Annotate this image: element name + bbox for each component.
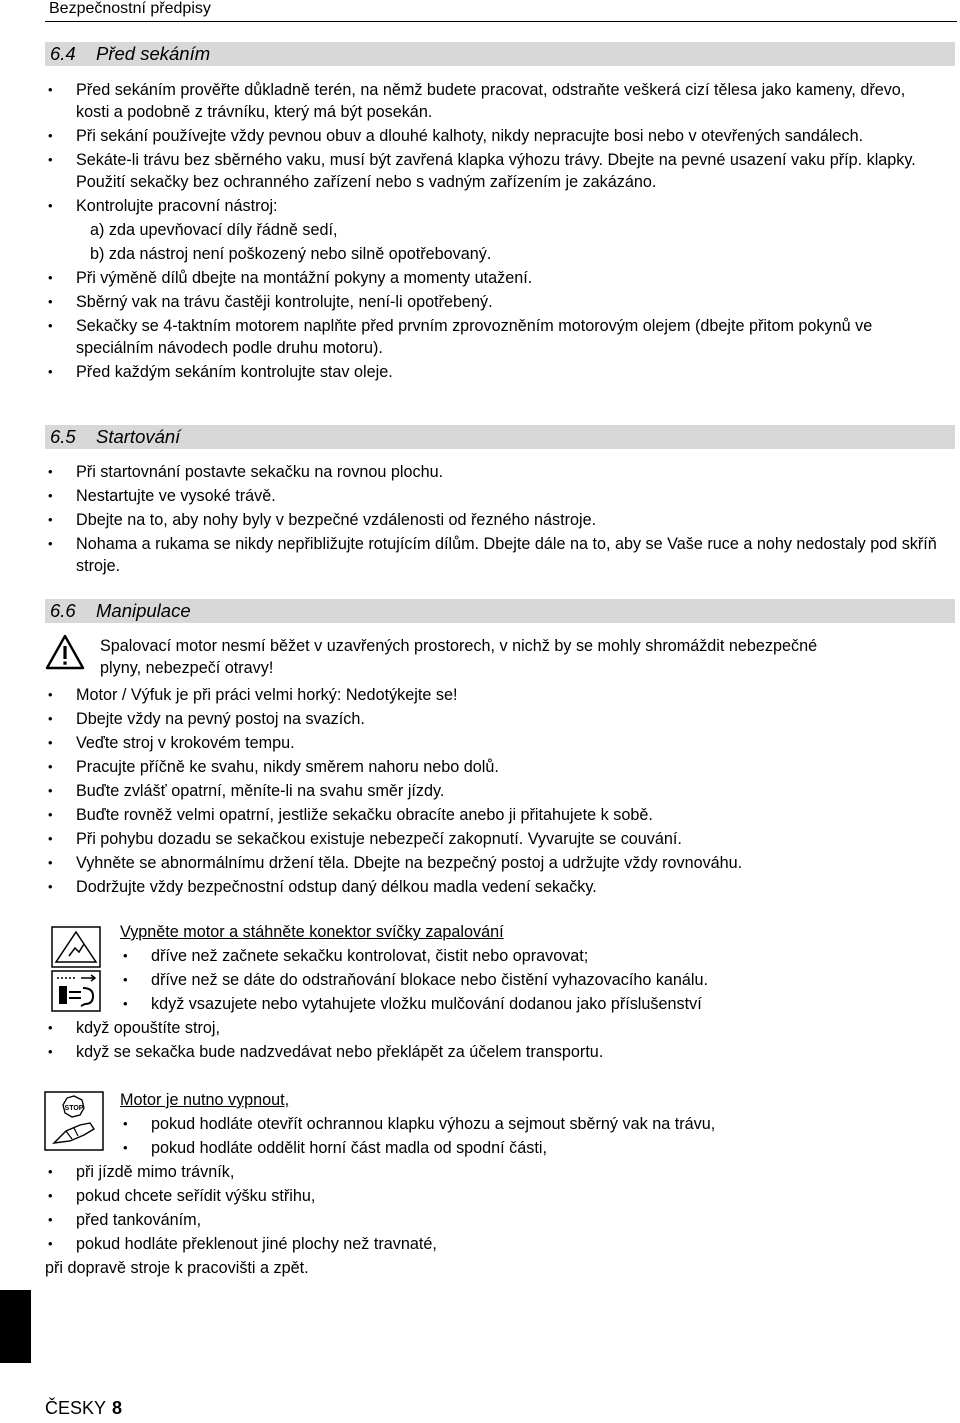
running-header: [45, 0, 957, 22]
stop-heading: Motor je nutno vypnout,: [120, 1091, 290, 1109]
list-item: • Pracujte příčně ke svahu, nikdy směrem nahoru nebo dolů.: [45, 756, 940, 778]
section-number: 6.4: [50, 43, 76, 64]
spark-plug-heading: Vypněte motor a stáhněte konektor svíčky zapalování: [120, 923, 504, 941]
list-item: • když vsazujete nebo vytahujete vložku mulčování dodanou jako příslušenství: [120, 993, 920, 1015]
stop-icon-text: STOP: [64, 1105, 84, 1112]
list-item: • Dbejte na to, aby nohy byly v bezpečné vzdálenosti od řezného nástroje.: [45, 509, 940, 531]
list-item: • pokud hodláte překlenout jiné plochy než travnaté,: [45, 1233, 940, 1255]
list-item: • když opouštíte stroj,: [45, 1017, 940, 1039]
stop-list: [120, 1113, 920, 1161]
section-title: Manipulace: [96, 600, 191, 621]
list-item: • Kontrolujte pracovní nástroj:: [45, 195, 940, 217]
stop-engine-icon: [44, 1091, 104, 1151]
list-item: • Motor / Výfuk je při práci velmi horký: Nedotýkejte se!: [45, 684, 940, 706]
list-item: • pokud chcete seřídit výšku střihu,: [45, 1185, 940, 1207]
list-item: • Před každým sekáním kontrolujte stav oleje.: [45, 361, 940, 383]
list-item: • Buďte zvlášť opatrní, měníte-li na svahu směr jízdy.: [45, 780, 940, 802]
list-item: • Při sekání používejte vždy pevnou obuv a dlouhé kalhoty, nikdy nepracujte bosi nebo v otevřených sandálech.: [45, 125, 940, 147]
list-item: • Při startovnání postavte sekačku na rovnou plochu.: [45, 461, 940, 483]
page-number: 8: [112, 1398, 123, 1418]
section-number: 6.5: [50, 426, 76, 447]
list-item: • dříve než se dáte do odstraňování blokace nebo čistění vyhazovacího kanálu.: [120, 969, 920, 991]
list-item: • Nestartujte ve vysoké trávě.: [45, 485, 940, 507]
section-title: Startování: [96, 426, 181, 447]
stop-list-2: [45, 1161, 940, 1257]
sub-item: b) zda nástroj není poškozený nebo silně opotřebovaný.: [90, 245, 492, 263]
list-item: • dříve než začnete sekačku kontrolovat, čistit nebo opravovat;: [120, 945, 920, 967]
list-item: • Veďte stroj v krokovém tempu.: [45, 732, 940, 754]
section-6-4-heading: [45, 42, 955, 66]
spark-plug-list: [120, 945, 920, 1017]
list-item: • Sběrný vak na trávu častěji kontrolujte, není-li opotřebený.: [45, 291, 940, 313]
list-item: • Při výměně dílů dbejte na montážní pokyny a momenty utažení.: [45, 267, 940, 289]
list-item: • pokud hodláte oddělit horní část madla od spodní části,: [120, 1137, 920, 1159]
section-6-5-list: [45, 461, 940, 579]
list-item: • Sekačky se 4-taktním motorem naplňte před prvním zprovozněním motorovým olejem (dbejte přitom pokynů ve speciálním návodech podle druhu motoru).: [45, 315, 940, 359]
list-item: • Nohama a rukama se nikdy nepřibližujte rotujícím dílům. Dbejte dále na to, aby se Vaše ruce a nohy nedostaly pod skříň stroje.: [45, 533, 940, 577]
section-6-5-heading: [45, 425, 955, 449]
section-6-6-list: [45, 684, 940, 900]
section-6-4-list: [45, 79, 940, 385]
list-item: • před tankováním,: [45, 1209, 940, 1231]
section-number: 6.6: [50, 600, 76, 621]
language-tab-marker: [0, 1290, 31, 1363]
warning-text: Spalovací motor nesmí běžet v uzavřených prostorech, v nichž by se mohly shromáždit nebezpečné plyny, nebezpečí otravy!: [100, 637, 818, 677]
warning-triangle-icon: [45, 633, 85, 671]
sub-item: a) zda upevňovací díly řádně sedí,: [90, 221, 338, 239]
list-item: • Před sekáním prověřte důkladně terén, na němž budete pracovat, odstraňte veškerá cizí tělesa jako kameny, dřevo, kosti a podobně z trávníku, který má být posekán.: [45, 79, 940, 123]
header-title: Bezpečnostní předpisy: [49, 0, 211, 17]
list-item: • Dbejte vždy na pevný postoj na svazích.: [45, 708, 940, 730]
list-item: • Při pohybu dozadu se sekačkou existuje nebezpečí zakopnutí. Vyvarujte se couvání.: [45, 828, 940, 850]
spark-plug-warning-icon: [51, 926, 101, 1012]
list-item: • pokud hodláte otevřít ochrannou klapku výhozu a sejmout sběrný vak na trávu,: [120, 1113, 920, 1135]
section-title: Před sekáním: [96, 43, 211, 64]
list-item: • když se sekačka bude nadzvedávat nebo překlápět za účelem transportu.: [45, 1041, 940, 1063]
list-item: • Vyhněte se abnormálnímu držení těla. Dbejte na bezpečný postoj a udržujte vždy rovnováhu.: [45, 852, 940, 874]
list-item: • Buďte rovněž velmi opatrní, jestliže sekačku obracíte anebo ji přitahujete k sobě.: [45, 804, 940, 826]
page-footer: [45, 1397, 122, 1419]
list-item: • Sekáte-li trávu bez sběrného vaku, musí být zavřená klapka výhozu trávy. Dbejte na pevné usazení vaku příp. klapky. Použití sekačky bez ochranného zařízení nebo s vadným zařízením je zakázáno.: [45, 149, 940, 193]
spark-plug-list-2: [45, 1017, 940, 1065]
list-item: • při jízdě mimo trávník,: [45, 1161, 940, 1183]
list-item: • Dodržujte vždy bezpečnostní odstup daný délkou madla vedení sekačky.: [45, 876, 940, 898]
footer-language: ČESKY: [45, 1398, 107, 1418]
closing-line: při dopravě stroje k pracovišti a zpět.: [45, 1259, 309, 1277]
section-6-6-heading: [45, 599, 955, 623]
